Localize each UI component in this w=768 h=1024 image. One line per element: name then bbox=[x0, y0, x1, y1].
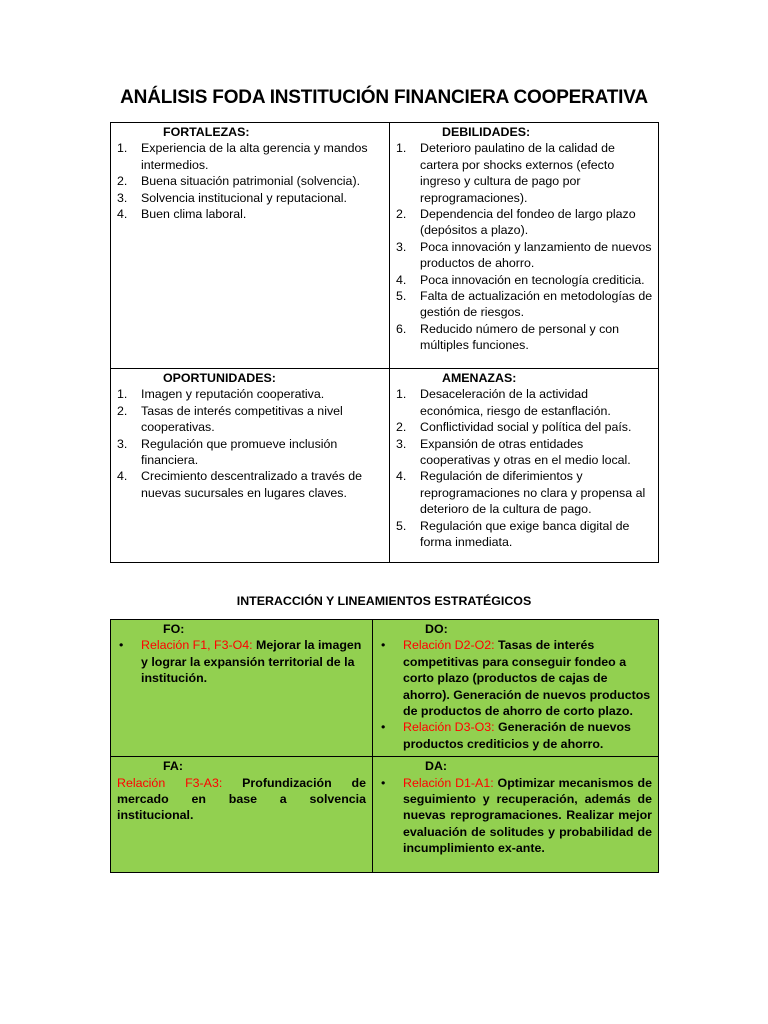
list-item-text: Dependencia del fondeo de largo plazo (depósitos a plazo). bbox=[420, 207, 636, 238]
list-item-text: Crecimiento descentralizado a través de nuevas sucursales en lugares claves. bbox=[141, 469, 363, 500]
bullet-icon: • bbox=[119, 638, 124, 653]
bullet-icon: • bbox=[381, 638, 386, 653]
fortalezas-list bbox=[117, 140, 385, 222]
amenazas-list bbox=[396, 386, 654, 550]
list-number: 4. bbox=[117, 469, 128, 484]
list-number: 1. bbox=[117, 387, 128, 402]
do-list bbox=[379, 637, 652, 752]
fa-text: Profundización de mercado en base a solvencia institucional. bbox=[117, 775, 366, 823]
amenazas-heading: AMENAZAS: bbox=[442, 371, 517, 385]
list-number: 4. bbox=[396, 469, 407, 484]
list-item bbox=[396, 272, 654, 288]
list-number: 3. bbox=[117, 436, 128, 451]
da-heading: DA: bbox=[425, 759, 448, 774]
list-item-text: Tasas de interés competitivas a nivel cooperativas. bbox=[141, 403, 343, 435]
fo-cell bbox=[111, 620, 373, 757]
oportunidades-cell bbox=[111, 369, 390, 563]
list-number: 2. bbox=[396, 207, 407, 222]
section-subtitle: INTERACCIÓN Y LINEAMIENTOS ESTRATÉGICOS bbox=[236, 594, 532, 608]
list-item bbox=[396, 239, 654, 272]
strategy-text: Generación de nuevos productos crediticios y de ahorro. bbox=[403, 720, 631, 751]
interaction-table bbox=[110, 619, 659, 873]
list-item bbox=[396, 321, 654, 354]
list-item bbox=[396, 419, 654, 435]
page-title: ANÁLISIS FODA INSTITUCIÓN FINANCIERA COOPERATIVA bbox=[120, 87, 648, 108]
fa-relation: Relación F3-A3: bbox=[117, 775, 223, 790]
strategy-item bbox=[379, 775, 652, 857]
relation-label: Relación D3-O3: bbox=[403, 720, 495, 735]
fortalezas-heading: FORTALEZAS: bbox=[163, 125, 250, 139]
da-cell bbox=[373, 757, 659, 873]
debilidades-list bbox=[396, 140, 654, 353]
relation-label: Relación F1, F3-O4: bbox=[141, 638, 253, 653]
oportunidades-heading: OPORTUNIDADES: bbox=[163, 371, 276, 385]
list-item-text: Experiencia de la alta gerencia y mandos intermedios. bbox=[141, 141, 368, 172]
list-item bbox=[117, 206, 385, 222]
bullet-icon: • bbox=[381, 720, 386, 735]
list-item-text: Regulación que exige banca digital de forma inmediata. bbox=[420, 518, 630, 550]
list-number: 1. bbox=[396, 141, 407, 156]
list-item bbox=[396, 288, 654, 321]
fo-heading: FO: bbox=[163, 622, 185, 636]
list-number: 3. bbox=[396, 239, 407, 254]
list-number: 2. bbox=[117, 174, 128, 189]
list-item-text: Deterioro paulatino de la calidad de cartera por shocks externos (efecto ingreso y cultura de pago por reprogramaciones). bbox=[420, 141, 615, 205]
list-item-text: Poca innovación en tecnología crediticia. bbox=[420, 272, 645, 287]
fortalezas-cell bbox=[111, 123, 390, 369]
list-number: 1. bbox=[396, 387, 407, 402]
list-item bbox=[396, 518, 654, 551]
list-item bbox=[117, 468, 385, 501]
fa-heading: FA: bbox=[163, 759, 183, 774]
list-item-text: Desaceleración de la actividad económica, riesgo de estanflación. bbox=[420, 387, 611, 418]
list-number: 5. bbox=[396, 289, 407, 304]
amenazas-cell bbox=[390, 369, 659, 563]
relation-label: Relación D2-O2: bbox=[403, 638, 495, 653]
do-heading: DO: bbox=[425, 622, 448, 636]
list-number: 6. bbox=[396, 321, 407, 336]
debilidades-heading: DEBILIDADES: bbox=[442, 125, 531, 139]
relation-label: Relación D1-A1: bbox=[403, 775, 494, 790]
list-number: 1. bbox=[117, 141, 128, 156]
list-number: 3. bbox=[117, 190, 128, 205]
strategy-item bbox=[379, 637, 652, 719]
list-item bbox=[117, 140, 385, 173]
list-number: 3. bbox=[396, 436, 407, 451]
list-item-text: Conflictividad social y política del país. bbox=[420, 420, 632, 435]
fa-cell bbox=[111, 757, 373, 873]
list-item bbox=[117, 173, 385, 189]
list-item bbox=[117, 386, 385, 402]
list-item-text: Regulación que promueve inclusión financiera. bbox=[141, 436, 338, 468]
list-number: 4. bbox=[117, 207, 128, 222]
list-item bbox=[396, 468, 654, 517]
strategy-text: Mejorar la imagen y lograr la expansión territorial de la institución. bbox=[141, 638, 362, 686]
debilidades-cell bbox=[390, 123, 659, 369]
list-item bbox=[396, 436, 654, 469]
list-number: 2. bbox=[117, 403, 128, 418]
bullet-icon: • bbox=[381, 775, 386, 790]
list-item-text: Solvencia institucional y reputacional. bbox=[141, 190, 347, 205]
list-item-text: Poca innovación y lanzamiento de nuevos productos de ahorro. bbox=[420, 239, 652, 271]
list-item bbox=[117, 436, 385, 469]
list-item-text: Buen clima laboral. bbox=[141, 207, 247, 222]
strategy-text: Tasas de interés competitivas para conseguir fondeo a corto plazo (productos de cajas de ahorro). Generación de nuevos productos de productos de ahorro de corto plazo. bbox=[403, 638, 651, 719]
list-item-text: Falta de actualización en metodologías de gestión de riesgos. bbox=[420, 289, 653, 320]
list-item-text: Expansión de otras entidades cooperativas y otras en el medio local. bbox=[420, 436, 631, 468]
list-number: 2. bbox=[396, 420, 407, 435]
list-item bbox=[396, 140, 654, 206]
list-item bbox=[117, 403, 385, 436]
list-item-text: Regulación de diferimientos y reprogramaciones no clara y propensa al deterioro de la cultura de pago. bbox=[420, 469, 646, 517]
strategy-text: Optimizar mecanismos de seguimiento y recuperación, además de nuevas reprogramaciones. Realizar mejor evaluación de solitudes y probabilidad de incumplimiento ex-ante. bbox=[403, 775, 652, 856]
do-cell bbox=[373, 620, 659, 757]
da-list bbox=[379, 775, 652, 857]
fa-strategy bbox=[117, 775, 366, 824]
list-number: 5. bbox=[396, 518, 407, 533]
list-item bbox=[396, 206, 654, 239]
strategy-item bbox=[379, 719, 652, 752]
list-item bbox=[396, 386, 654, 419]
foda-table bbox=[110, 122, 659, 563]
list-item-text: Buena situación patrimonial (solvencia). bbox=[141, 174, 361, 189]
list-item-text: Imagen y reputación cooperativa. bbox=[141, 387, 325, 402]
oportunidades-list bbox=[117, 386, 385, 501]
list-item-text: Reducido número de personal y con múltiples funciones. bbox=[420, 321, 620, 353]
fo-list bbox=[117, 637, 366, 686]
strategy-item bbox=[117, 637, 366, 686]
list-number: 4. bbox=[396, 272, 407, 287]
list-item bbox=[117, 190, 385, 206]
